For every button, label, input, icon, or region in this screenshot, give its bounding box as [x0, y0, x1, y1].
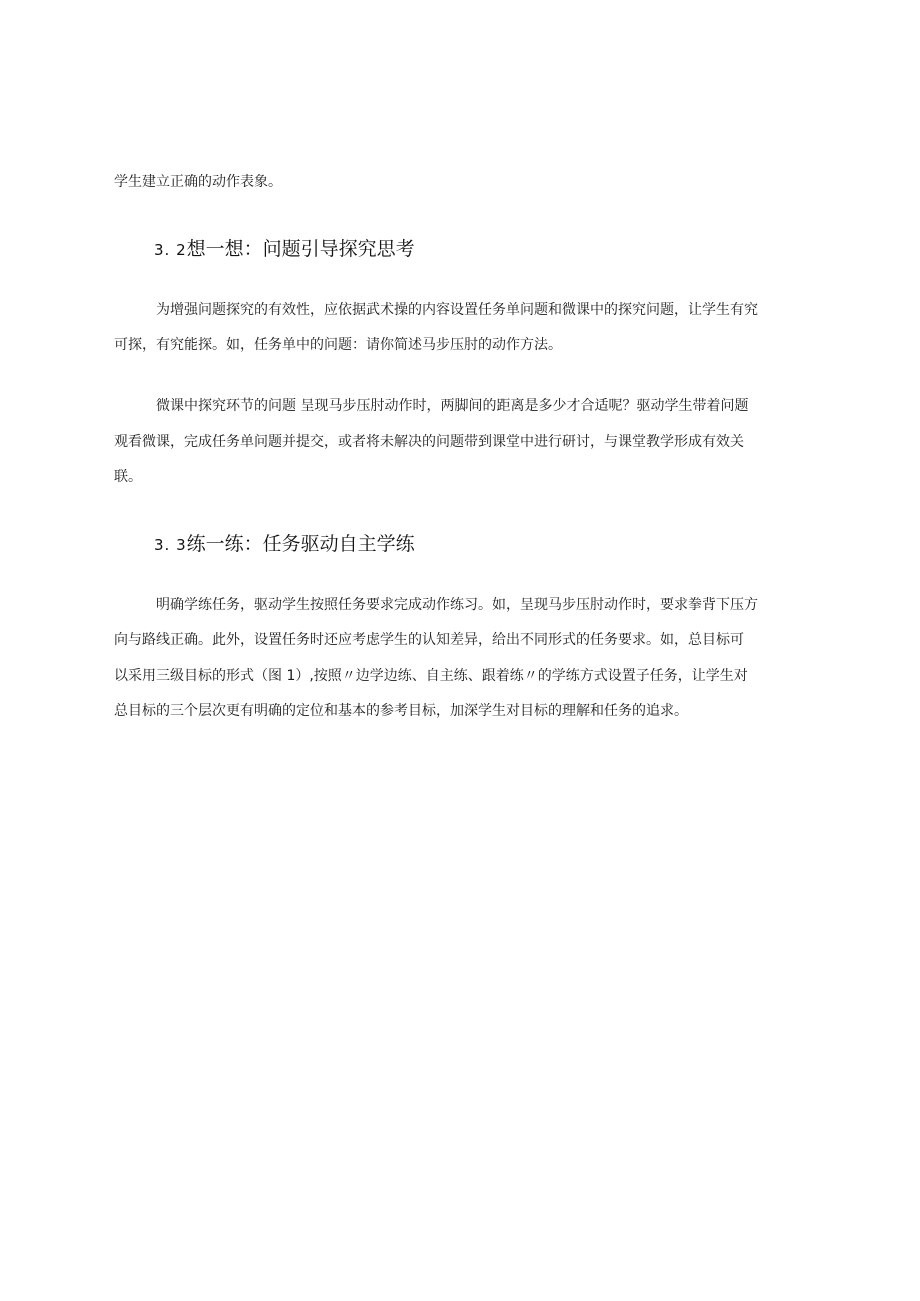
paragraph-line: 向与路线正确。此外，设置任务时还应考虑学生的认知差异，给出不同形式的任务要求。如，总目标可	[114, 632, 744, 648]
section-title: 想一想：问题引导探究思考	[186, 238, 415, 260]
intro-text: 学生建立正确的动作表象。	[114, 174, 282, 190]
paragraph-line: 联。	[114, 469, 142, 485]
paragraph-line: 总目标的三个层次更有明确的定位和基本的参考目标，加深学生对目标的理解和任务的追求。	[114, 703, 688, 719]
paragraph-line: 以采用三级目标的形式（图 1）,按照〃边学边练、自主练、跟着练〃的学练方式设置子任务，让学生对	[114, 668, 748, 684]
section-title: 练一练：任务驱动自主学练	[186, 533, 415, 555]
paragraph-line: 可探，有究能探。如，任务单中的问题：请你简述马步压肘的动作方法。	[114, 337, 562, 353]
section-heading-3-3	[154, 531, 415, 558]
section-number: 3. 2	[154, 241, 187, 259]
paragraph-line: 观看微课，完成任务单问题并提交，或者将未解决的问题带到课堂中进行研讨，与课堂教学形成有效关	[114, 434, 744, 450]
paragraph-line: 为增强问题探究的有效性，应依据武术操的内容设置任务单问题和微课中的探究问题，让学生有究	[156, 302, 758, 318]
section-number: 3. 3	[154, 536, 187, 554]
paragraph-line: 微课中探究环节的问题 呈现马步压肘动作时，两脚间的距离是多少才合适呢？驱动学生带着问题	[156, 398, 749, 414]
section-heading-3-2	[154, 236, 415, 263]
paragraph-line: 明确学练任务，驱动学生按照任务要求完成动作练习。如，呈现马步压肘动作时，要求拳背下压方	[156, 597, 758, 613]
